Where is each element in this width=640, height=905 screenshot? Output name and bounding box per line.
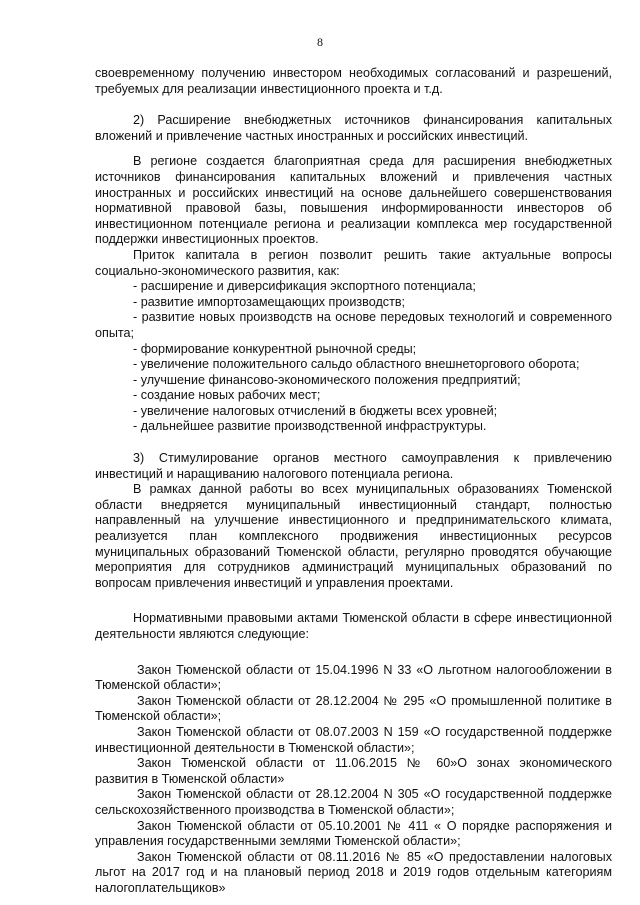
section-2-heading: 2) Расширение внебюджетных источников финансирования капитальных вложений и привлечение частных иностранных и российских инвестиций. xyxy=(95,113,612,143)
list-item: - увеличение положительного сальдо областного внешнеторгового оборота; xyxy=(133,357,580,372)
document-body xyxy=(95,66,612,897)
law-item: Закон Тюменской области от 08.07.2003 N 159 «О государственной поддержке инвестиционной деятельности в Тюменской области»; xyxy=(95,724,612,755)
law-item: Закон Тюменской области от 28.12.2004 N 305 «О государственной поддержке сельскохозяйственного производства в Тюменской области»; xyxy=(95,787,612,817)
section-2-paragraph: Приток капитала в регион позволит решить такие актуальные вопросы социально-экономического развития, как: xyxy=(95,247,612,278)
spacer xyxy=(95,643,612,663)
goals-list xyxy=(95,279,612,435)
list-item: - дальнейшее развитие производственной инфраструктуры. xyxy=(133,419,487,434)
section-3-paragraph: В рамках данной работы во всех муниципальных образованиях Тюменской области внедряется муниципальный инвестиционный стандарт, полностью направленный на улучшение инвестиционного и предпринимательского климата, реализуется план комплексного продвижения инвестиционных ресурсов муниципальных образований Тюменской области, регулярно проводятся обучающие мероприятия для сотрудников администраций муниципальных образований по вопросам привлечения инвестиций и управления проектами. xyxy=(95,482,612,590)
law-item: Закон Тюменской области от 11.06.2015 № 60»О зонах экономического развития в Тюменской области» xyxy=(95,756,612,786)
paragraph-continuation: своевременному получению инвестором необходимых согласований и разрешений, требуемых для реализации инвестиционного проекта и т.д. xyxy=(95,66,612,96)
law-item: Закон Тюменской области от 28.12.2004 № 295 «О промышленной политике в Тюменской области»; xyxy=(95,693,612,724)
spacer xyxy=(95,591,612,611)
list-item: - расширение и диверсификация экспортного потенциала; xyxy=(133,279,476,294)
law-item: Закон Тюменской области от 15.04.1996 N 33 «О льготном налогообложении в Тюменской области»; xyxy=(95,662,612,693)
spacer xyxy=(95,435,612,451)
law-item: Закон Тюменской области от 05.10.2001 № 411 « О порядке распоряжения и управления государственными землями Тюменской области»; xyxy=(95,818,612,849)
spacer xyxy=(95,97,612,113)
list-item: - увеличение налоговых отчислений в бюджеты всех уровней; xyxy=(133,403,498,418)
spacer xyxy=(95,144,612,154)
list-item: - формирование конкурентной рыночной среды; xyxy=(133,341,417,356)
law-item: Закон Тюменской области от 08.11.2016 № 85 «О предоставлении налоговых льгот на 2017 год и на плановый период 2018 и 2019 годов отдельным категориям налогоплательщиков» xyxy=(95,849,612,895)
section-3-heading: 3) Стимулирование органов местного самоуправления к привлечению инвестиций и наращиванию налогового потенциала региона. xyxy=(95,451,612,481)
normative-intro: Нормативными правовыми актами Тюменской области в сфере инвестиционной деятельности являются следующие: xyxy=(95,611,612,641)
list-item: - создание новых рабочих мест; xyxy=(133,388,321,403)
section-2-paragraph: В регионе создается благоприятная среда для расширения внебюджетных источников финансирования капитальных вложений и привлечения частных иностранных и российских инвестиций на основе дальнейшего совершенствования нормативной правовой базы, повышения информированности инвесторов об инвестиционном потенциале региона и реализации комплекса мер государственной поддержки инвестиционных проектов. xyxy=(95,154,612,247)
list-item: - развитие новых производств на основе передовых технологий и современного опыта; xyxy=(95,310,612,340)
page-number: 8 xyxy=(317,35,323,49)
list-item: - улучшение финансово-экономического положения предприятий; xyxy=(133,372,521,387)
list-item: - развитие импортозамещающих производств; xyxy=(133,294,406,309)
